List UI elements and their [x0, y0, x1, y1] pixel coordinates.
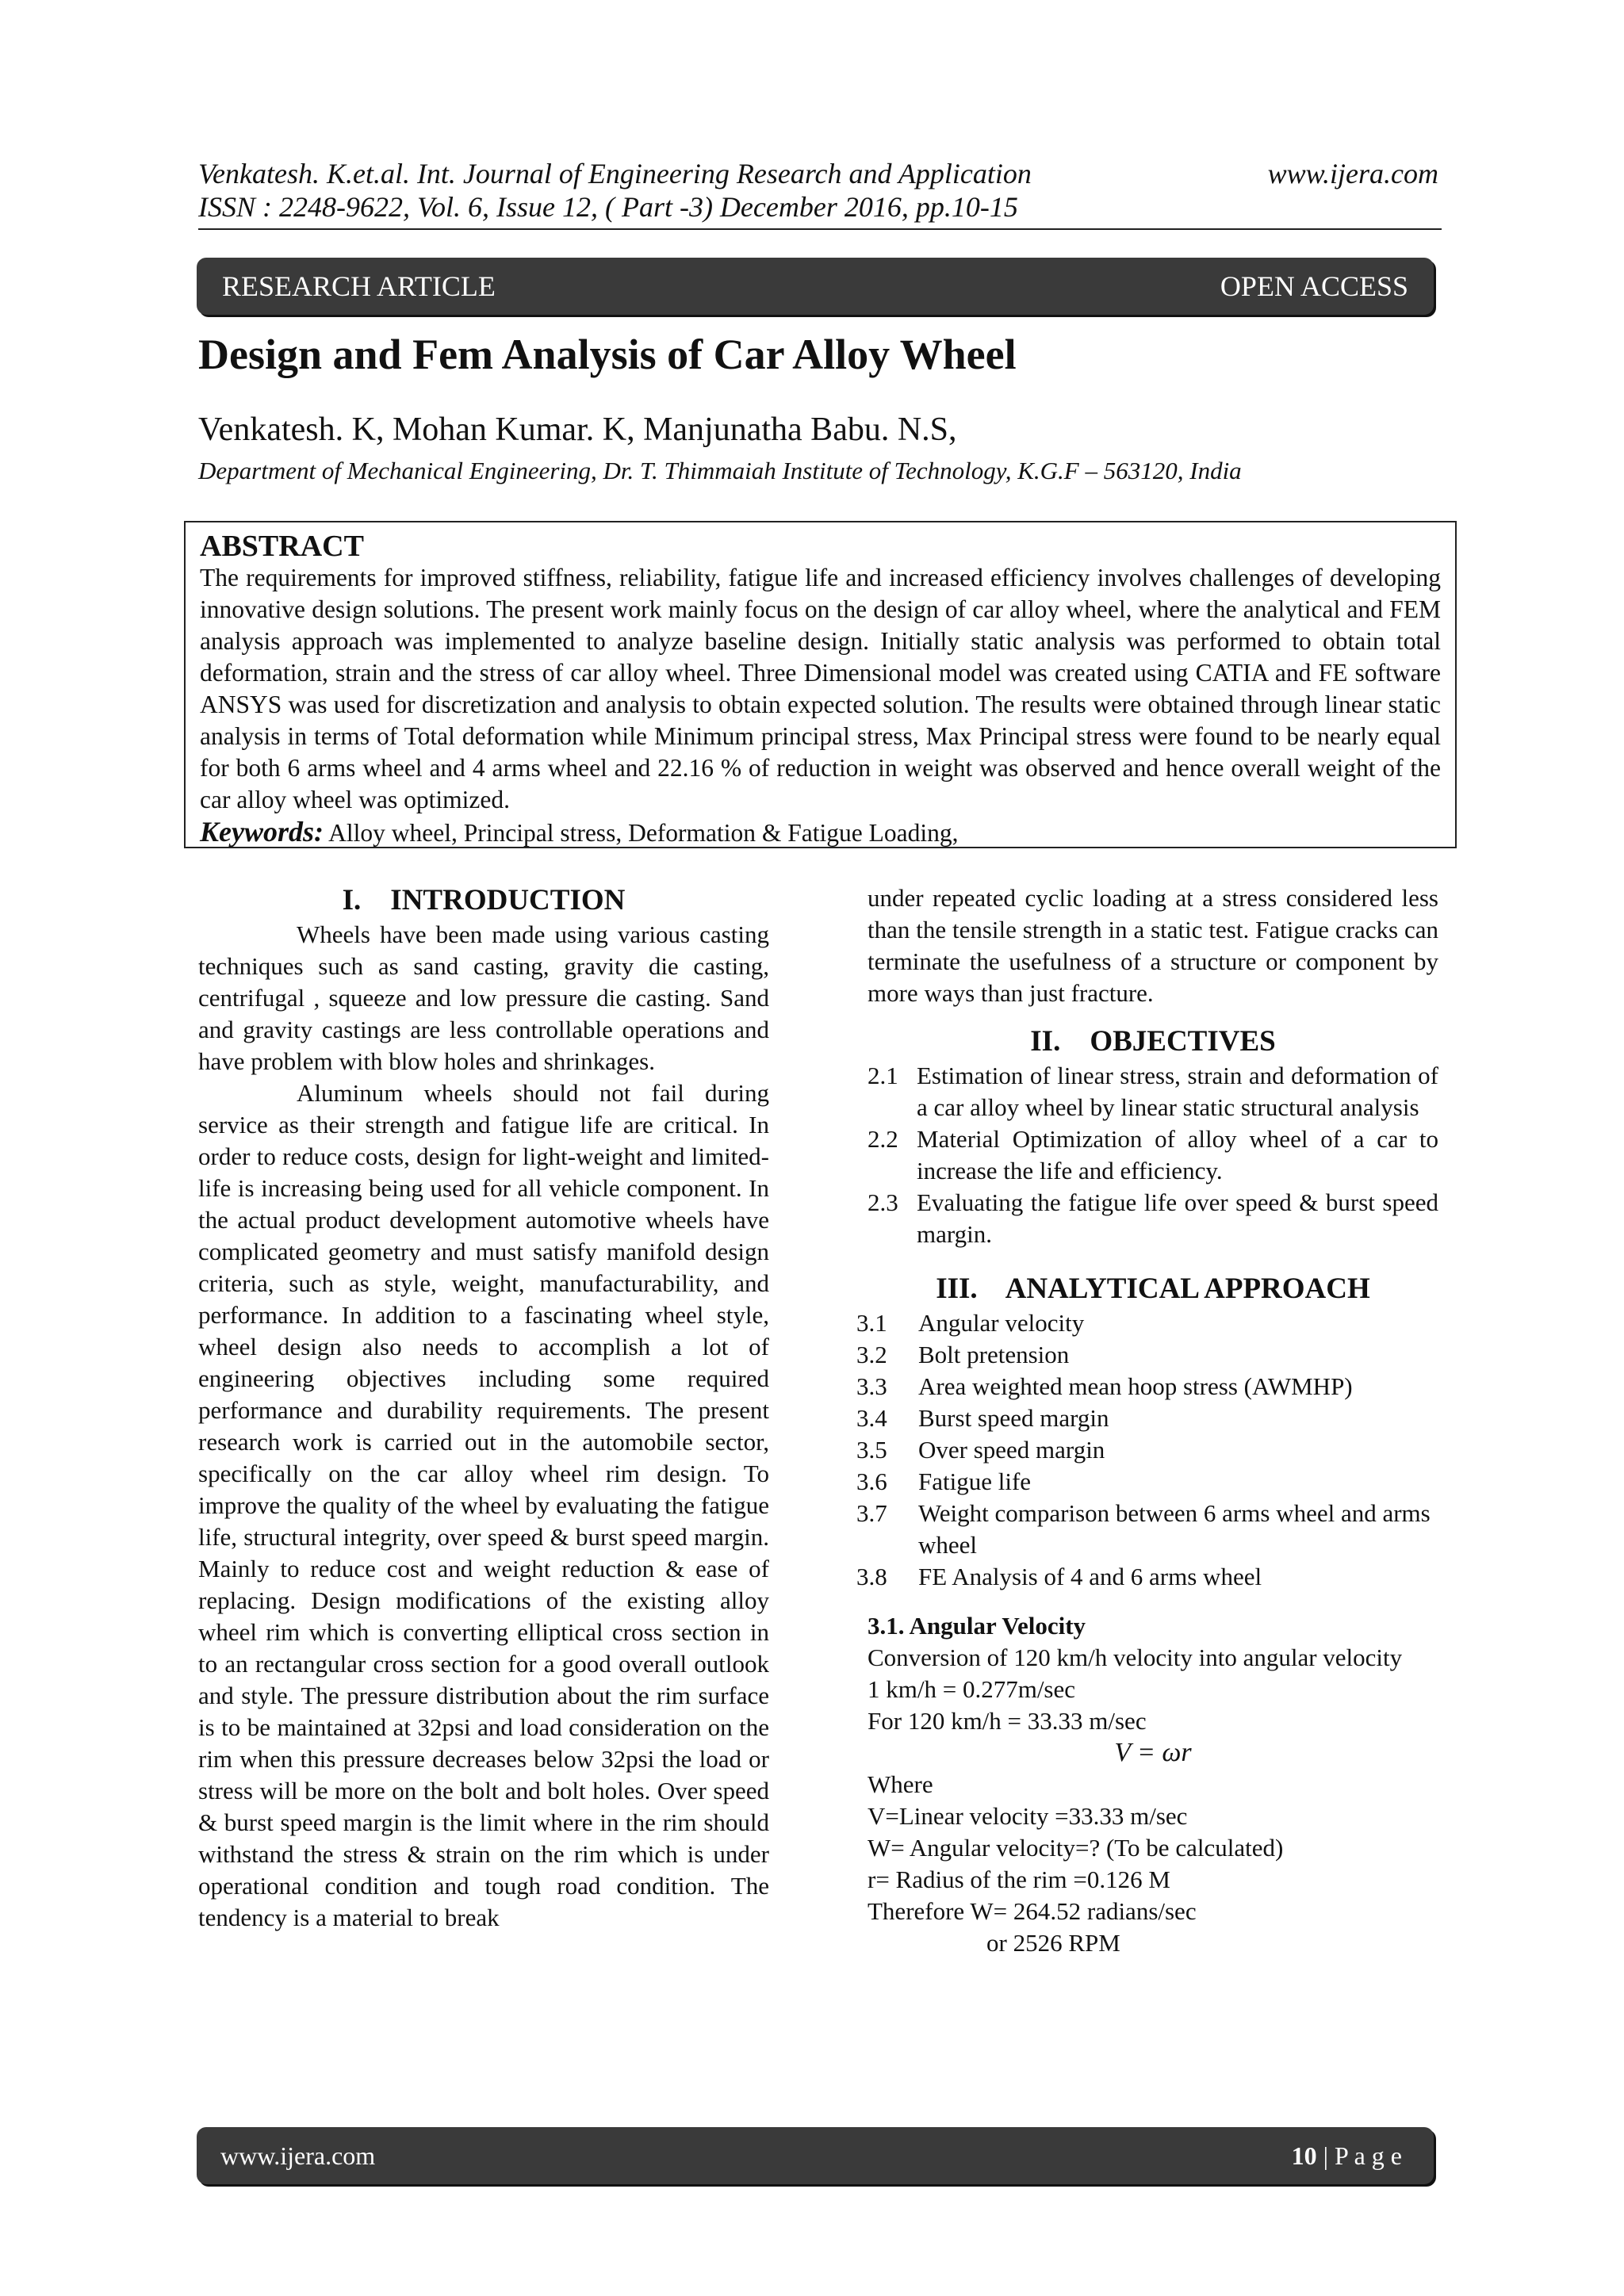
angular-intro: Conversion of 120 km/h velocity into angular velocity [868, 1644, 1403, 1671]
research-article-label: RESEARCH ARTICLE [222, 270, 496, 302]
list-item-text: Over speed margin [918, 1436, 1105, 1464]
where-label: Where [868, 1770, 933, 1798]
list-item [868, 1060, 1438, 1123]
list-item-number: 3.2 [856, 1341, 887, 1368]
list-item [868, 1123, 1438, 1187]
list-item [856, 1307, 1438, 1339]
article-type-banner [197, 258, 1434, 315]
list-item-number: 2.2 [868, 1125, 898, 1153]
list-item-number: 3.6 [856, 1468, 887, 1495]
list-item-number: 2.1 [868, 1062, 898, 1089]
section-heading-analytical-approach: III. ANALYTICAL APPROACH [936, 1272, 1370, 1305]
list-item [856, 1402, 1438, 1434]
conversion-line-1: 1 km/h = 0.277m/sec [868, 1675, 1076, 1703]
list-item [856, 1498, 1438, 1561]
keywords-text: Alloy wheel, Principal stress, Deformation & Fatigue Loading, [328, 819, 959, 847]
intro-paragraph-1: Wheels have been made using various casting techniques such as sand casting, gravity die casting, centrifugal , squeeze and low pressure die casting. Sand and gravity castings are less controllable operations and have problem with blow holes and shrinkages. [198, 920, 769, 1075]
rpm-result: or 2526 RPM [986, 1929, 1120, 1957]
page-footer [197, 2127, 1434, 2184]
objectives-list [868, 1060, 1438, 1250]
list-item-number: 3.5 [856, 1436, 887, 1464]
issn-line: ISSN : 2248-9622, Vol. 6, Issue 12, ( Part -3) December 2016, pp.10-15 [198, 191, 1018, 223]
list-item-text: Weight comparison between 6 arms wheel and arms wheel [918, 1499, 1431, 1559]
list-item-number: 3.1 [856, 1309, 887, 1337]
list-item-text: Fatigue life [918, 1468, 1032, 1495]
section-heading-introduction: I. INTRODUCTION [342, 884, 626, 916]
list-item-text: Burst speed margin [918, 1404, 1109, 1432]
header-rule [198, 228, 1442, 230]
list-item [868, 1187, 1438, 1250]
list-item-number: 3.3 [856, 1372, 887, 1400]
page-number-value: 10 [1291, 2141, 1317, 2170]
intro-paragraph-continued: under repeated cyclic loading at a stress considered less than the tensile strength in a static test. Fatigue cracks can terminate the usefulness of a structure or component by more ways than just fracture. [868, 884, 1438, 1007]
list-item-text: Area weighted mean hoop stress (AWMHP) [918, 1372, 1353, 1400]
page-label: | P a g e [1316, 2141, 1402, 2170]
angular-velocity-def: W= Angular velocity=? (To be calculated) [868, 1834, 1284, 1862]
open-access-label: OPEN ACCESS [1220, 270, 1408, 302]
list-item-number: 3.7 [856, 1499, 887, 1527]
keywords-label: Keywords: [200, 816, 324, 848]
footer-url[interactable]: www.ijera.com [220, 2141, 376, 2170]
list-item-text: FE Analysis of 4 and 6 arms wheel [918, 1563, 1262, 1590]
authors: Venkatesh. K, Mohan Kumar. K, Manjunatha Babu. N.S, [198, 411, 957, 448]
velocity-equation: V = ωr [1114, 1738, 1192, 1767]
list-item-text: Material Optimization of alloy wheel of a car to increase the life and efficiency. [917, 1125, 1438, 1184]
paper-title: Design and Fem Analysis of Car Alloy Wheel [198, 331, 1017, 378]
affiliation: Department of Mechanical Engineering, Dr. T. Thimmaiah Institute of Technology, K.G.F – 563120, India [198, 457, 1242, 484]
intro-paragraph-2: Aluminum wheels should not fail during service as their strength and fatigue life are critical. In order to reduce costs, design for light-weight and limited-life is increasing being used for all vehicle component. In the actual product development automotive wheels have complicated geometry and must satisfy manifold design criteria, such as style, weight, manufacturability, and performance. In addition to a fascinating wheel style, wheel design also needs to accomplish a lot of engineering objectives including some required performance and durability requirements. The present research work is carried out in the automobile sector, specifically on the car alloy wheel rim design. To improve the quality of the wheel by evaluating the fatigue life, structural integrity, over speed & burst speed margin. Mainly to reduce cost and weight reduction & ease of replacing. Design modifications of the existing alloy wheel rim which is converting elliptical cross section in to an rectangular cross section for a good overall outlook and style. The pressure distribution about the rim surface is to be maintained at 32psi and load consideration on the rim when this pressure decreases below 32psi the load or stress will be more on the bolt and bolt holes. Over speed & burst speed margin is the limit where in the rim should withstand the stress & strain on the rim which is under operational condition and tough road condition. The tendency is a material to break [198, 1079, 769, 1931]
list-item-text: Evaluating the fatigue life over speed & burst speed margin. [917, 1188, 1438, 1248]
list-item-number: 2.3 [868, 1188, 898, 1216]
linear-velocity-def: V=Linear velocity =33.33 m/sec [868, 1802, 1188, 1830]
section-heading-objectives: II. OBJECTIVES [1030, 1025, 1276, 1058]
abstract-heading: ABSTRACT [200, 530, 364, 563]
page-number [1292, 2141, 1402, 2171]
list-item [856, 1561, 1438, 1593]
list-item [856, 1339, 1438, 1371]
list-item-text: Angular velocity [918, 1309, 1085, 1337]
conversion-line-2: For 120 km/h = 33.33 m/sec [868, 1707, 1147, 1735]
journal-citation: Venkatesh. K.et.al. Int. Journal of Engineering Research and Application [198, 158, 1032, 189]
radius-def: r= Radius of the rim =0.126 M [868, 1866, 1170, 1893]
right-column [856, 882, 1438, 1959]
approach-list [856, 1307, 1438, 1593]
list-item-text: Bolt pretension [918, 1341, 1070, 1368]
list-item [856, 1466, 1438, 1498]
list-item-number: 3.4 [856, 1404, 887, 1432]
list-item-text: Estimation of linear stress, strain and deformation of a car alloy wheel by linear static structural analysis [917, 1062, 1438, 1121]
subsection-heading-angular-velocity: 3.1. Angular Velocity [868, 1612, 1086, 1640]
list-item-number: 3.8 [856, 1563, 887, 1590]
journal-url[interactable]: www.ijera.com [1267, 158, 1438, 189]
list-item [856, 1434, 1438, 1466]
abstract-text: The requirements for improved stiffness, reliability, fatigue life and increased efficiency involves challenges of developing innovative design solutions. The present work mainly focus on the design of car alloy wheel, where the analytical and FEM analysis approach was implemented to analyze baseline design. Initially static analysis was performed to obtain total deformation, strain and the stress of car alloy wheel. Three Dimensional model was created using CATIA and FE software ANSYS was used for discretization and analysis to obtain expected solution. The results were obtained through linear static analysis in terms of Total deformation while Minimum principal stress, Max Principal stress were found to be nearly equal for both 6 arms wheel and 4 arms wheel and 22.16 % of reduction in weight was observed and hence overall weight of the car alloy wheel was optimized. [200, 564, 1441, 813]
keywords [200, 816, 1441, 849]
abstract-box [184, 521, 1457, 848]
left-column [198, 882, 769, 1934]
list-item [856, 1371, 1438, 1402]
angular-velocity-result: Therefore W= 264.52 radians/sec [868, 1897, 1197, 1925]
